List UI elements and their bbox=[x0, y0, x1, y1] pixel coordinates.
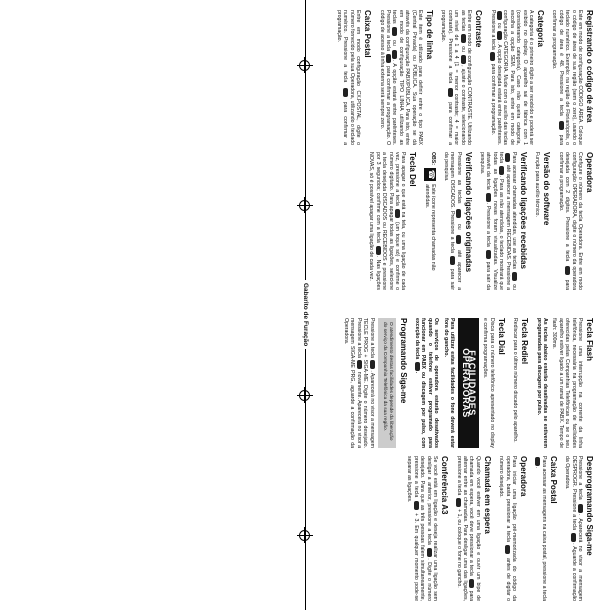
section-title: Tecla Dial bbox=[496, 318, 506, 355]
key-button-icon bbox=[370, 360, 375, 369]
key-button-icon bbox=[450, 256, 455, 265]
banner-sub: Para utilizar estas facilidades o fone deverá estar fora do gancho. bbox=[442, 318, 456, 448]
key-button-icon bbox=[571, 533, 576, 542]
section-title: Registrando o código de área bbox=[585, 10, 594, 123]
right-column-b bbox=[403, 456, 600, 601]
section-body: Pressione uma interrupção na corrente da linha telefônica, necessária na programação de facilidades oferecidas pelas Companhias Telefônicas ou se o seu aparelho estiver ligado a um ramal de PABX. Tempo de flash: 300ms. bbox=[551, 318, 583, 448]
section-body: Este em modo de configuração CÓDIGO ÁREA. Coloque o código de área de sua região (sem o zero), usando o teclado numérico. Exemplo: na região de Florianópolis, o código de área é 48. Pressione a tecla para confirmar a programação. bbox=[551, 10, 583, 145]
service-note: O atendimento destas facilidades depende da liberação do serviço da Companhia Telefônica da sua região. bbox=[378, 318, 396, 448]
key-button-icon bbox=[414, 501, 419, 510]
key-button-icon bbox=[427, 548, 432, 557]
key-button-icon bbox=[448, 88, 453, 97]
key-button-icon bbox=[386, 54, 391, 63]
section-body: Configure o número da tecla Operadora. Entre em modo configuração OPERADORA, digite o número da operadora desejada com 2 dígitos. Pressione a tecla para confirmar a programação. bbox=[557, 152, 583, 291]
key-button-icon bbox=[512, 272, 517, 281]
section-title: Versão do software bbox=[542, 152, 552, 226]
dial-note: As teclas abaixo estarão desativadas se estiverem programadas para discagem por pulso. bbox=[535, 318, 548, 448]
banner-sub-2: Os serviços de operadora estarão desativados quando o telefone estiver programado para funcionar em PABX ou discagem por pulso, com exceção da tecla . bbox=[414, 318, 440, 448]
section-title: Programando Siga-me bbox=[398, 318, 408, 404]
section-title: Caixa Postal bbox=[363, 10, 373, 58]
key-button-icon bbox=[456, 209, 461, 218]
key-button-icon bbox=[469, 579, 474, 588]
section-title: Verificando ligações recebidas bbox=[518, 152, 528, 269]
key-button-icon bbox=[505, 545, 510, 554]
facilities-banner: FACILIDADES OPERADORAS bbox=[458, 318, 479, 448]
section-body: Entre em modo configuração CX.POSTAL, digite o número fornecido pela sua Operadora, utilizando o teclado numérico. Pressione a tecla para confirmar a programação. bbox=[336, 10, 362, 145]
crosshair-icon bbox=[300, 200, 310, 210]
section-body: Este item é utilizado para definir entre o tipo PABX (Central Privada) ou PÚBLICA. Sua operação se dá através da configuração PABX/PÚBLICA. Para isto, entre em modo de configuração TIPO LINHA utilizando as teclas ou . A opção estará entre parênteses. Pressione a tecla para confirmar a programação. O código de acesso à linha externa será sempre zero. bbox=[378, 10, 424, 145]
section-body: Para iniciar uma ligação pré-memorizada do código da operadora, basta pressionar a tecla antes de digitar o número desejado. bbox=[498, 456, 517, 601]
key-button-icon bbox=[461, 55, 466, 64]
key-button-icon bbox=[395, 209, 400, 218]
right-column-a bbox=[340, 318, 600, 448]
section-body: Para apagar o que está na tela, ou uma ligação de cada vez, pressione a tecla (um toque só) e confirme o número digitado. Para apagar todas as ligações, selecione a tecla desejada DISCADOS ou RECEBIDOS e pressione por 3 segundos; confirme com a tecla . Nas ligações NOVAS, só é possível apagar uma ligação de cada vez. bbox=[368, 152, 407, 290]
section-title: Desprogramando Siga-me bbox=[585, 456, 594, 556]
section-body: Entre em modo de configuração CONTRASTE. Utilizando as teclas ou , ajuste o contraste, selecionando um nível de 1 a 4 (1 = menor contraste; 4 = maior contraste). Pressione a tecla para confirmar a programação. bbox=[440, 10, 473, 146]
section-title: Tipo de linha bbox=[425, 10, 435, 60]
section-body: Disca para o número telefônico apresentado no display e confirma programações. bbox=[482, 318, 495, 448]
key-button-icon bbox=[461, 34, 466, 43]
missed-call-icon: ☎ bbox=[424, 168, 436, 181]
obs-label: OBS: bbox=[430, 152, 437, 165]
key-button-icon bbox=[499, 166, 504, 175]
section-body: Se você está em ligação e deseja realizar uma ligação sem desligar a anterior, pressione a tecla . Digite o número desejado. Para que as três pessoas falem simultaneamente, pressione a tecla + 3. Em qualquer momento pode-se separar as ligações. bbox=[406, 456, 439, 601]
key-button-icon bbox=[565, 266, 570, 275]
section-body: Pressione a tecla . Aparecerá no visor a mensagem DESPROGR. Pressione a tecla . Aguarde a confirmação da Operadora. bbox=[564, 456, 583, 602]
key-button-icon bbox=[343, 88, 348, 97]
section-title: Tecla Rediel bbox=[520, 318, 530, 365]
section-body: Rediscar para o último número discado pelo aparelho. bbox=[512, 318, 519, 443]
section-body: Para acessar as mensagens na caixa postal, pressione a tecla . bbox=[534, 456, 547, 601]
key-button-icon bbox=[456, 235, 461, 244]
section-title: Contraste bbox=[474, 10, 484, 48]
key-button-icon bbox=[559, 121, 564, 130]
drill-template-label: Gabarito de Furação bbox=[301, 280, 310, 349]
key-button-icon bbox=[415, 362, 420, 371]
section-title: Caixa Postal bbox=[548, 456, 558, 504]
section-body: Função para auxílio técnico. bbox=[534, 152, 541, 217]
left-column-a bbox=[333, 10, 600, 145]
key-button-icon bbox=[392, 50, 397, 59]
section-title: Operadora bbox=[518, 456, 528, 497]
section-title: Tecla Flash bbox=[585, 318, 594, 361]
right-panel bbox=[0, 310, 610, 610]
section-body: Quando você estiver em uma ligação e ouvir um bipe de chamada em espera, você deve pressionar a tecla para alternar entre as chamadas. Para desligar uma das ligações, pressione a tecla + 1, ou coloque o fone no gancho. bbox=[455, 456, 481, 601]
crosshair-icon bbox=[300, 60, 310, 70]
key-button-icon bbox=[486, 250, 491, 259]
section-body: A categoria é o primeiro dígito a ser recebido e poderá ser exibido no display. O aparelho sai de fábrica com 1 (considerando categoria). Caso não queira categoria, escolha a opção SEM. Para isto, entre em modo de configuração CATEGORIA. Mude com o auxílio das teclas ou . A opção desejada estará entre parênteses. Pressione a tecla para confirmar a programação. bbox=[489, 10, 534, 146]
section-title: Verificando ligações originadas bbox=[463, 152, 473, 273]
left-column-b bbox=[365, 152, 600, 290]
section-body: Pressione a tecla . Aparecerá no visor a mensagem TECLE PROG + SIGA-ME. Digite o número desejado. Pressione a tecla novamente. Aparecerá no visor a mensagem SIGA-ME PRG, aguarde a confirmação da Operadora. bbox=[343, 318, 375, 448]
key-button-icon bbox=[376, 246, 381, 255]
section-title: Chamada em espera bbox=[482, 456, 492, 534]
obs-note bbox=[424, 152, 437, 290]
key-button-icon bbox=[578, 504, 583, 513]
section-title: Operadora bbox=[585, 152, 594, 193]
section-body: Para acessar chamadas atendidas, use as teclas ou até aparecer a mensagem RECEBIDAS. Pressione a tecla . Para as não atendidas, o teclado mostrará que todas as ligações novas foram visualizadas. Visualize através da tecla . Pressione a tecla para sair da pesquisa. bbox=[478, 152, 517, 290]
section-title: Tecla Del bbox=[408, 152, 418, 187]
key-button-icon bbox=[497, 11, 502, 20]
key-button-icon bbox=[486, 193, 491, 202]
key-button-icon bbox=[535, 457, 540, 466]
section-body: Pressione as teclas ou até aparecer a mensagem DISCADOS. Pressione a tecla para sair da pesquisa. bbox=[442, 152, 462, 291]
section-title: Categoria bbox=[535, 10, 545, 47]
key-button-icon bbox=[497, 31, 502, 40]
key-button-icon bbox=[505, 153, 510, 162]
key-button-icon bbox=[357, 360, 362, 369]
obs-text: Este ícone representa chamadas não atendidas. bbox=[423, 184, 437, 271]
key-button-icon bbox=[392, 27, 397, 36]
key-button-icon bbox=[456, 498, 461, 507]
section-title: Conferência A3 bbox=[440, 456, 450, 515]
key-button-icon bbox=[490, 52, 495, 61]
